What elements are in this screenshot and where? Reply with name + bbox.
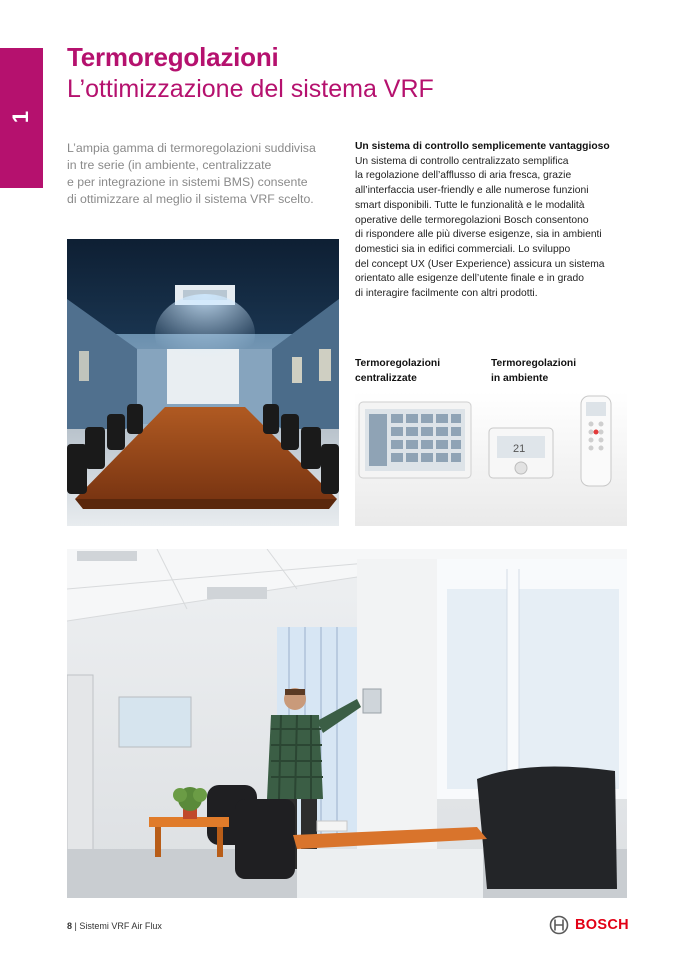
thermostat-display-value: 21 — [513, 443, 526, 455]
label-line: Termoregolazioni — [491, 358, 577, 369]
body-text — [355, 140, 630, 302]
conference-room-photo — [67, 239, 339, 526]
footer-separator: | — [72, 921, 80, 931]
label-line: Termoregolazioni — [355, 358, 441, 369]
intro-line: di ottimizzare al meglio il sistema VRF scelto. — [67, 192, 314, 206]
label-line: in ambiente — [491, 372, 549, 384]
body-line: Un sistema di controllo centralizzato semplifica — [355, 155, 569, 167]
brand-name: BOSCH — [575, 917, 629, 933]
body-line: di rispondere alle più diverse esigenze, sia in ambienti — [355, 229, 602, 241]
body-line: orientato alle esigenze dell’utente finale e in grado — [355, 273, 584, 285]
intro-line: e per integrazione in sistemi BMS) consente — [67, 175, 308, 189]
body-line: domestici sia in edifici commerciali. Lo sviluppo — [355, 243, 571, 255]
intro-line: in tre serie (in ambiente, centralizzate — [67, 158, 272, 172]
intro-line: L’ampia gamma di termoregolazioni suddivisa — [67, 141, 316, 155]
bosch-armature-icon — [549, 915, 569, 935]
bosch-logo — [549, 915, 629, 935]
label-room-controls — [491, 357, 576, 386]
page-title: Termoregolazioni — [67, 42, 279, 72]
intro-paragraph — [67, 140, 337, 208]
page-subtitle: L’ottimizzazione del sistema VRF — [67, 75, 434, 103]
chapter-number: 1 — [8, 110, 33, 124]
body-line: smart disponibili. Tutte le funzionalità e le modalità — [355, 199, 585, 211]
body-line: la regolazione dell’afflusso di aria fresca, grazie — [355, 170, 572, 182]
body-line: operative delle termoregolazioni Bosch consentono — [355, 214, 589, 226]
body-line: all’interfaccia user-friendly e alle numerose funzioni — [355, 185, 589, 197]
footer — [67, 921, 162, 931]
label-line: centralizzate — [355, 372, 417, 384]
office-photo — [67, 549, 627, 898]
footer-text: Sistemi VRF Air Flux — [79, 921, 162, 931]
label-centralized-controls — [355, 357, 440, 386]
body-line: del concept UX (User Experience) assicura un sistema — [355, 258, 605, 270]
body-line: di interagire facilmente con altri prodotti. — [355, 288, 538, 300]
products-image — [355, 392, 627, 526]
body-heading: Un sistema di controllo semplicemente vantaggioso — [355, 141, 610, 152]
page-number: 8 — [67, 921, 73, 931]
